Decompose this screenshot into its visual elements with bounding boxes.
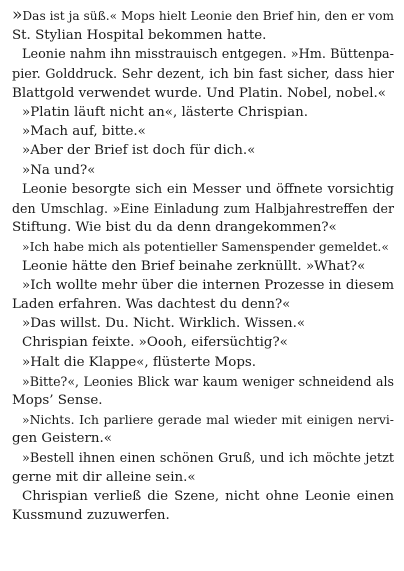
text-line-24: »Bestell ihnen einen schönen Gruß, und ich möchte jetzt bbox=[22, 450, 394, 466]
text-line-12: Stiftung. Wie bist du da denn drangekommen?« bbox=[12, 220, 337, 236]
text-line-10: Leonie besorgte sich ein Messer und öffnete vorsichtig bbox=[22, 181, 394, 197]
text-line-27: Kussmund zuzuwerfen. bbox=[12, 508, 170, 524]
text-line-6: »Platin läuft nicht an«, lästerte Chrispian. bbox=[22, 105, 309, 121]
text-line-17: »Das willst. Du. Nicht. Wirklich. Wissen.« bbox=[22, 316, 306, 332]
text-line-20: »Bitte?«, Leonies Blick war kaum weniger schneidend als bbox=[22, 373, 394, 389]
text-line-16: Laden erfahren. Was dachtest du denn?« bbox=[12, 297, 291, 313]
text-line-26: Chrispian verließ die Szene, nicht ohne Leonie einen bbox=[22, 489, 394, 505]
text-line-3: Leonie nahm ihn misstrauisch entgegen. »Hm. Büttenpa- bbox=[22, 47, 394, 63]
text-line-11: den Umschlag. »Eine Einladung zum Halbjahrestreffen der bbox=[12, 201, 394, 217]
text-line-13: »Ich habe mich als potentieller Samenspender gemeldet.« bbox=[22, 239, 389, 255]
text-line-1 bbox=[12, 6, 394, 26]
text-line-7: »Mach auf, bitte.« bbox=[22, 124, 146, 140]
text-line-4: pier. Golddruck. Sehr dezent, ich bin fast sicher, dass hier bbox=[12, 66, 394, 82]
text-line-21: Mops’ Sense. bbox=[12, 393, 103, 409]
text-line-19: »Halt die Klappe«, flüsterte Mops. bbox=[22, 354, 257, 370]
text-line-5: Blattgold verwendet wurde. Und Platin. Nobel, nobel.« bbox=[12, 85, 386, 101]
text-line-2: St. Stylian Hospital bekommen hatte. bbox=[12, 28, 267, 44]
text-line-9: »Na und?« bbox=[22, 162, 96, 178]
text-line-8: »Aber der Brief ist doch für dich.« bbox=[22, 143, 256, 159]
text-line-15: »Ich wollte mehr über die internen Prozesse in diesem bbox=[22, 277, 395, 293]
text-line-25: gerne mit dir alleine sein.« bbox=[12, 469, 196, 485]
text-line-14: Leonie hätte den Brief beinahe zerknüllt. »What?« bbox=[22, 258, 366, 274]
text-line-18: Chrispian feixte. »Oooh, eifersüchtig?« bbox=[22, 335, 288, 351]
opening-quote: » bbox=[12, 5, 23, 25]
text-line-23: gen Geistern.« bbox=[12, 431, 112, 447]
text-line-1-content: Das ist ja süß.« Mops hielt Leonie den Brief hin, den er vom bbox=[22, 9, 394, 23]
text-block bbox=[12, 6, 394, 525]
text-line-22: »Nichts. Ich parliere gerade mal wieder mit einigen nervi- bbox=[22, 412, 394, 428]
